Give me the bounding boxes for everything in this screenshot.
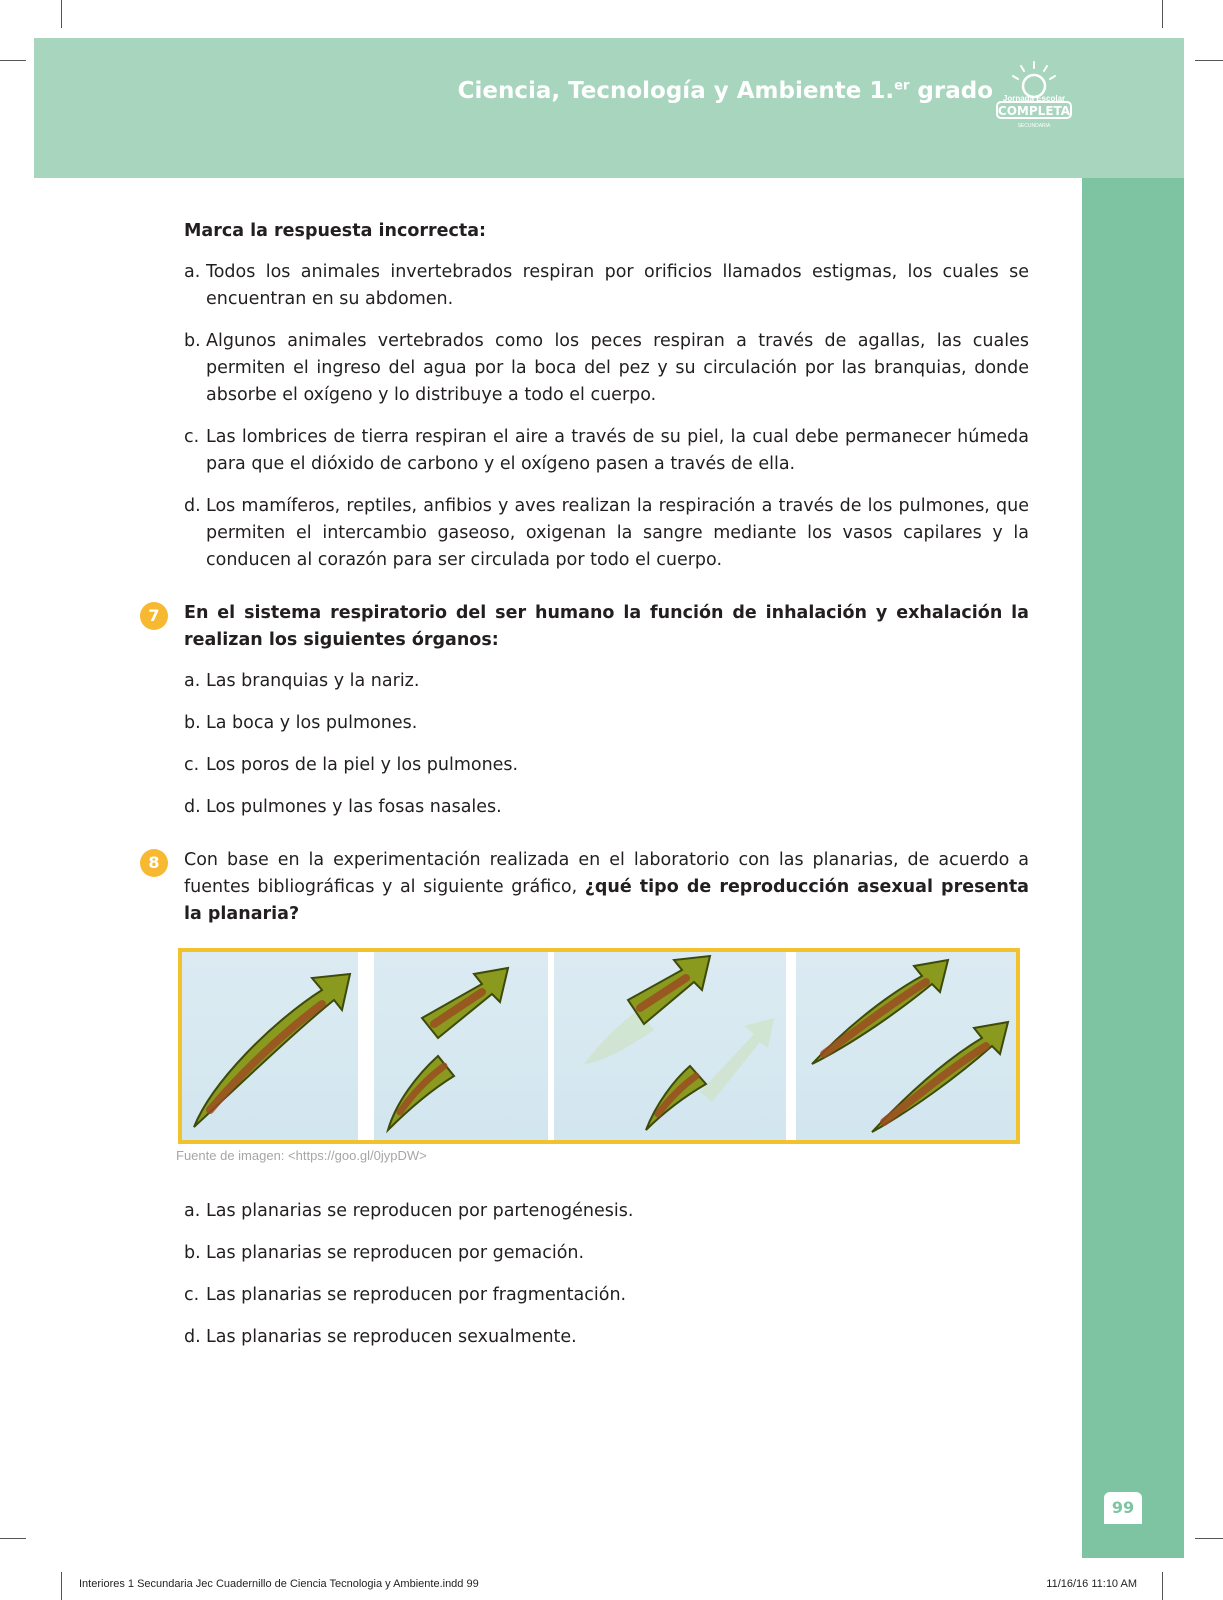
- question-6-prompt: Marca la respuesta incorrecta:: [184, 221, 487, 241]
- crop-mark: [61, 0, 62, 28]
- question-6-option-b[interactable]: [184, 328, 1029, 409]
- option-letter: d.: [184, 496, 201, 516]
- option-text: Las planarias se reproducen por gemación.: [206, 1243, 585, 1263]
- option-letter: b.: [184, 713, 201, 733]
- side-band: [1082, 178, 1184, 1558]
- question-8: [148, 847, 1029, 1351]
- option-text: La boca y los pulmones.: [206, 713, 418, 733]
- option-letter: c.: [184, 1285, 200, 1305]
- logo-main-text: COMPLETA: [997, 104, 1071, 118]
- option-letter: d.: [184, 797, 201, 817]
- question-number-badge: 8: [140, 849, 168, 877]
- option-text: Los pulmones y las fosas nasales.: [206, 797, 502, 817]
- crop-mark: [0, 60, 26, 61]
- option-text: Las planarias se reproducen por partenogénesis.: [206, 1201, 634, 1221]
- question-7-option-c[interactable]: [184, 752, 1029, 779]
- option-letter: a.: [184, 1201, 201, 1221]
- header-title: [458, 78, 993, 104]
- header-title-suffix: grado: [909, 78, 993, 104]
- question-6: [184, 218, 1029, 574]
- question-8-option-b[interactable]: [184, 1240, 1029, 1267]
- crop-mark: [1195, 60, 1223, 61]
- figure-caption: Fuente de imagen: <https://goo.gl/0jypDW>: [176, 1148, 427, 1163]
- crop-mark: [1162, 0, 1163, 28]
- main-content: [148, 218, 1029, 1366]
- option-text: Algunos animales vertebrados como los peces respiran a través de agallas, las cuales permiten el ingreso del agua por la boca del pez y su circulación por las branquias, donde absorbe el oxígeno y lo distribuye a todo el cuerpo.: [206, 331, 1029, 405]
- option-text: Los poros de la piel y los pulmones.: [206, 755, 519, 775]
- question-7-prompt: En el sistema respiratorio del ser humano la función de inhalación y exhalación la realizan los siguientes órganos:: [184, 603, 1029, 650]
- crop-mark: [1195, 1538, 1223, 1539]
- question-8-prompt: [184, 847, 1029, 928]
- planaria-illustration: [182, 952, 1016, 1140]
- question-6-option-d[interactable]: [184, 493, 1029, 574]
- logo-bottom-text: SECUNDARIA: [1017, 123, 1051, 129]
- option-text: Todos los animales invertebrados respiran por orificios llamados estigmas, los cuales se encuentran en su abdomen.: [206, 262, 1029, 309]
- option-text: Las branquias y la nariz.: [206, 671, 420, 691]
- option-text: Los mamíferos, reptiles, anfibios y aves realizan la respiración a través de los pulmones, que permiten el intercambio gaseoso, oxigenan la sangre mediante los vasos capilares y la conducen al corazón para ser circulada por todo el cuerpo.: [206, 496, 1029, 570]
- question-6-option-c[interactable]: [184, 424, 1029, 478]
- option-letter: d.: [184, 1327, 201, 1347]
- question-8-option-c[interactable]: [184, 1282, 1029, 1309]
- question-8-option-d[interactable]: [184, 1324, 1029, 1351]
- crop-mark: [1162, 1572, 1163, 1600]
- question-8-prompt-bold: ¿qué tipo de reproducción asexual presenta la planaria?: [184, 877, 1029, 924]
- header-title-sup: er: [894, 78, 910, 94]
- jornada-escolar-logo: [993, 60, 1075, 132]
- question-7-option-d[interactable]: [184, 794, 1029, 821]
- question-8-prompt-plain: Con base en la experimentación realizada en el laboratorio con las planarias, de acuerdo a fuentes bibliográficas y al siguiente gráfico,: [184, 850, 1029, 897]
- question-7: [148, 600, 1029, 821]
- option-letter: a.: [184, 671, 201, 691]
- question-number-badge: 7: [140, 602, 168, 630]
- question-7-option-b[interactable]: [184, 710, 1029, 737]
- page-number: 99: [1104, 1492, 1142, 1524]
- header-title-text: Ciencia, Tecnología y Ambiente 1.: [457, 78, 895, 104]
- option-letter: a.: [184, 262, 201, 282]
- option-text: Las lombrices de tierra respiran el aire a través de su piel, la cual debe permanecer húmeda para que el dióxido de carbono y el oxígeno pasen a través de ella.: [206, 427, 1029, 474]
- option-text: Las planarias se reproducen por fragmentación.: [206, 1285, 627, 1305]
- question-6-option-a[interactable]: [184, 259, 1029, 313]
- option-letter: b.: [184, 331, 201, 351]
- planaria-figure: [178, 948, 1020, 1144]
- option-letter: c.: [184, 427, 200, 447]
- option-letter: b.: [184, 1243, 201, 1263]
- question-8-option-a[interactable]: [184, 1198, 1029, 1225]
- option-letter: c.: [184, 755, 200, 775]
- footer-date-slug: 11/16/16 11:10 AM: [1046, 1578, 1137, 1590]
- crop-mark: [61, 1572, 62, 1600]
- question-7-option-a[interactable]: [184, 668, 1029, 695]
- option-text: Las planarias se reproducen sexualmente.: [206, 1327, 577, 1347]
- footer-file-slug: Interiores 1 Secundaria Jec Cuadernillo de Ciencia Tecnologia y Ambiente.indd 99: [79, 1578, 479, 1590]
- logo-top-text: Jornada Escolar: [1002, 94, 1066, 103]
- crop-mark: [0, 1538, 26, 1539]
